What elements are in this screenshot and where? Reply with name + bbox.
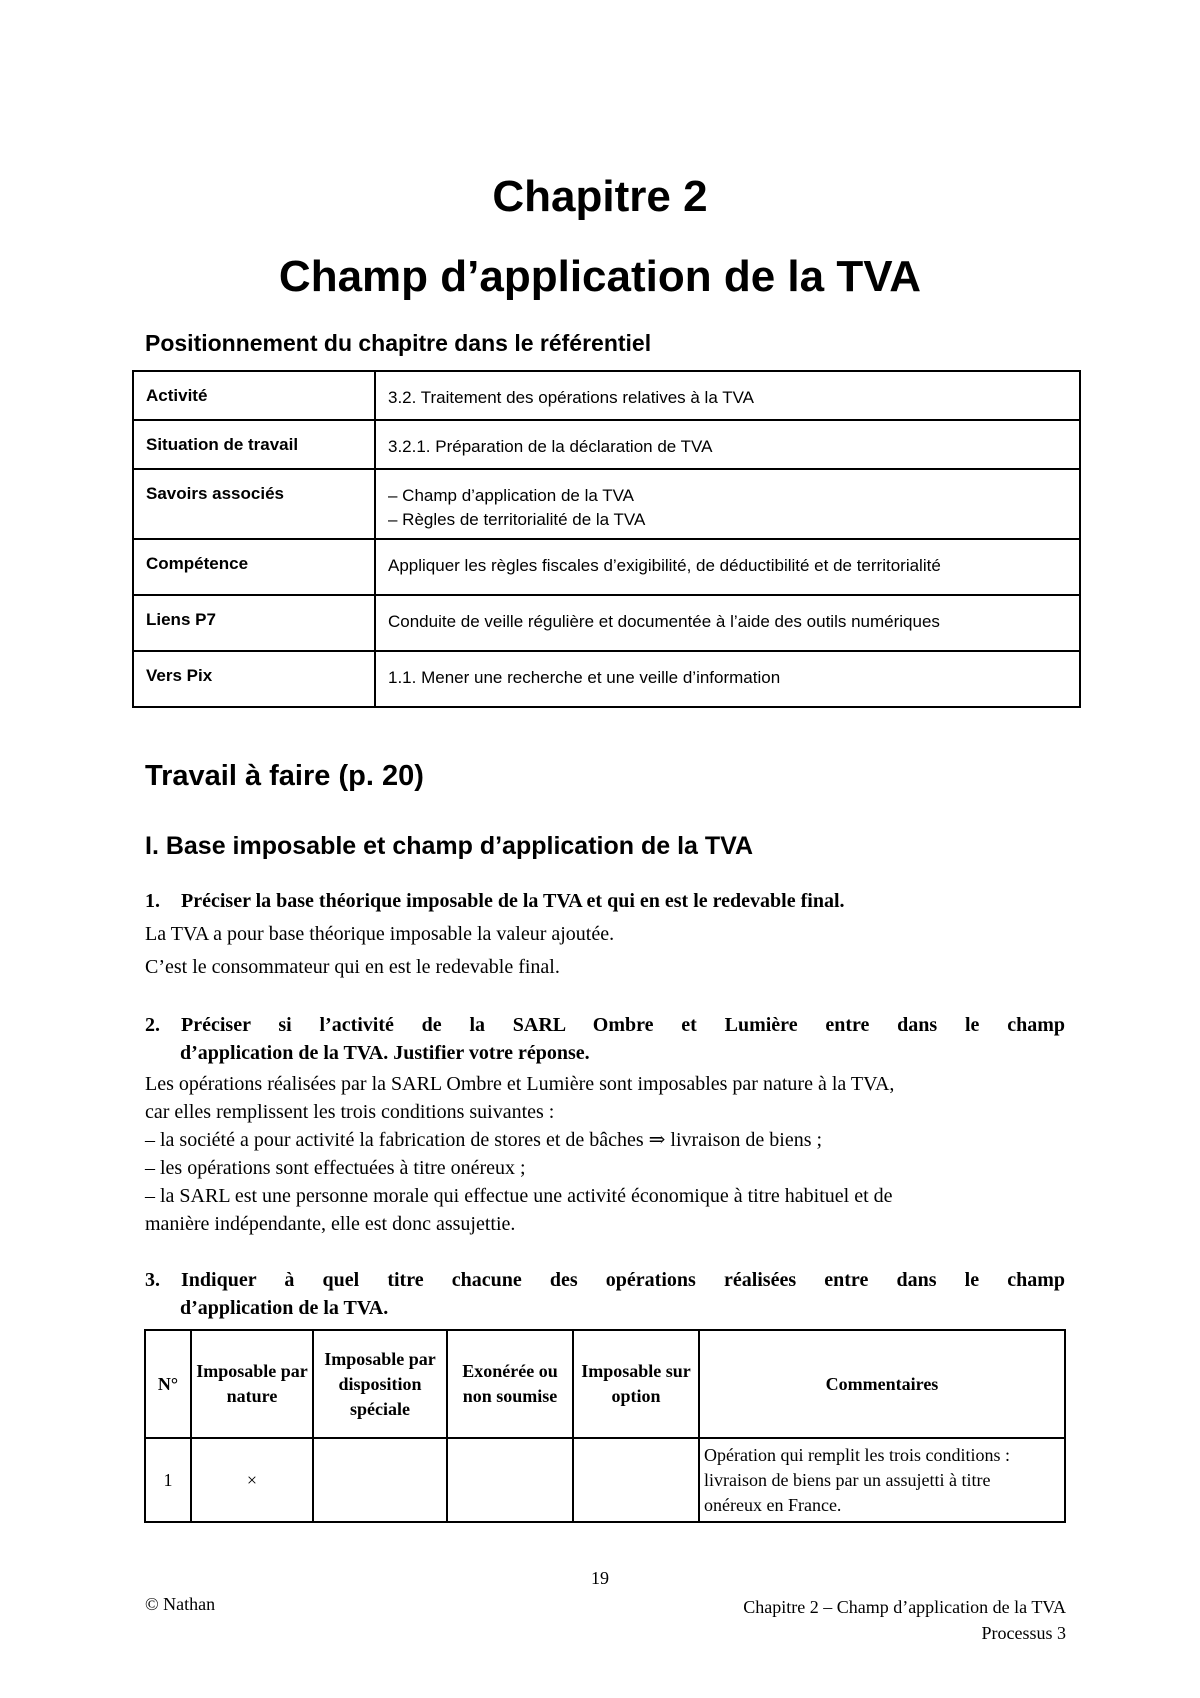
question-number: 2. <box>145 1014 160 1036</box>
row-value: 1.1. Mener une recherche et une veille d’information <box>375 651 1080 707</box>
row-value: 3.2.1. Préparation de la déclaration de TVA <box>375 420 1080 469</box>
table-row <box>133 651 1080 707</box>
row-label: Vers Pix <box>133 651 375 707</box>
table-header-row <box>145 1330 1065 1438</box>
table-row <box>133 595 1080 651</box>
question-3 <box>145 1266 1065 1322</box>
table-row <box>133 539 1080 595</box>
answer-1 <box>145 920 1065 981</box>
footer-copyright: © Nathan <box>145 1594 216 1614</box>
cell-number: 1 <box>145 1438 191 1522</box>
column-header: Exonérée ou non soumise <box>447 1330 573 1438</box>
table-row <box>133 469 1080 539</box>
positioning-heading: Positionnement du chapitre dans le référentiel <box>145 330 652 356</box>
row-label: Liens P7 <box>133 595 375 651</box>
positioning-table <box>132 370 1081 708</box>
answer-line: C’est le consommateur qui en est le redevable final. <box>145 956 560 978</box>
column-header: Imposable par nature <box>191 1330 313 1438</box>
question-text-line: d’application de la TVA. <box>180 1297 389 1319</box>
row-label: Activité <box>133 371 375 420</box>
answer-2 <box>145 1070 1065 1238</box>
cell-exoneree <box>447 1438 573 1522</box>
footer-chapter <box>743 1594 1066 1646</box>
cell-option <box>573 1438 699 1522</box>
cell-comment: Opération qui remplit les trois conditions : livraison de biens par un assujetti à titre onéreux en France. <box>699 1438 1065 1522</box>
cell-nature: × <box>191 1438 313 1522</box>
row-label: Savoirs associés <box>133 469 375 539</box>
row-value: 3.2. Traitement des opérations relatives à la TVA <box>375 371 1080 420</box>
section-heading: I. Base imposable et champ d’application de la TVA <box>145 832 754 860</box>
row-label: Compétence <box>133 539 375 595</box>
question-number: 3. <box>145 1269 160 1291</box>
operations-table <box>144 1329 1066 1523</box>
footer-process: Processus 3 <box>981 1623 1066 1643</box>
answer-line: Les opérations réalisées par la SARL Ombre et Lumière sont imposables par nature à la TVA, <box>145 1073 895 1095</box>
answer-line: – la société a pour activité la fabrication de stores et de bâches ⇒ livraison de biens ; <box>145 1129 823 1151</box>
chapter-title: Champ d’application de la TVA <box>278 252 922 301</box>
question-text-line: d’application de la TVA. Justifier votre réponse. <box>180 1042 590 1064</box>
question-text: Préciser la base théorique imposable de la TVA et qui en est le redevable final. <box>181 890 845 912</box>
column-header: Imposable par disposition spéciale <box>313 1330 447 1438</box>
row-value: Appliquer les règles fiscales d’exigibilité, de déductibilité et de territorialité <box>375 539 1080 595</box>
table-row <box>145 1438 1065 1522</box>
table-row <box>133 420 1080 469</box>
answer-line: car elles remplissent les trois conditions suivantes : <box>145 1101 555 1123</box>
row-value: – Champ d’application de la TVA – Règles de territorialité de la TVA <box>375 469 1080 539</box>
work-heading: Travail à faire (p. 20) <box>145 760 424 792</box>
cell-speciale <box>313 1438 447 1522</box>
page-number: 19 <box>591 1568 609 1588</box>
answer-line: – les opérations sont effectuées à titre onéreux ; <box>145 1157 526 1179</box>
row-label: Situation de travail <box>133 420 375 469</box>
question-number: 1. <box>145 890 160 912</box>
column-header: Imposable sur option <box>573 1330 699 1438</box>
row-value: Conduite de veille régulière et documentée à l’aide des outils numériques <box>375 595 1080 651</box>
chapter-number: Chapitre 2 <box>492 172 708 221</box>
column-header: Commentaires <box>699 1330 1065 1438</box>
table-row <box>133 371 1080 420</box>
question-text-line: Indiquer à quel titre chacune des opérations réalisées entre dans le champ <box>181 1269 1065 1291</box>
question-2 <box>145 1011 1065 1067</box>
answer-line: – la SARL est une personne morale qui effectue une activité économique à titre habituel et de <box>145 1185 893 1207</box>
question-1 <box>145 887 845 915</box>
answer-line: manière indépendante, elle est donc assujettie. <box>145 1213 516 1235</box>
question-text-line: Préciser si l’activité de la SARL Ombre et Lumière entre dans le champ <box>181 1014 1065 1036</box>
column-header: N° <box>145 1330 191 1438</box>
answer-line: La TVA a pour base théorique imposable la valeur ajoutée. <box>145 923 615 945</box>
footer-chapter-title: Chapitre 2 – Champ d’application de la TVA <box>743 1597 1066 1617</box>
